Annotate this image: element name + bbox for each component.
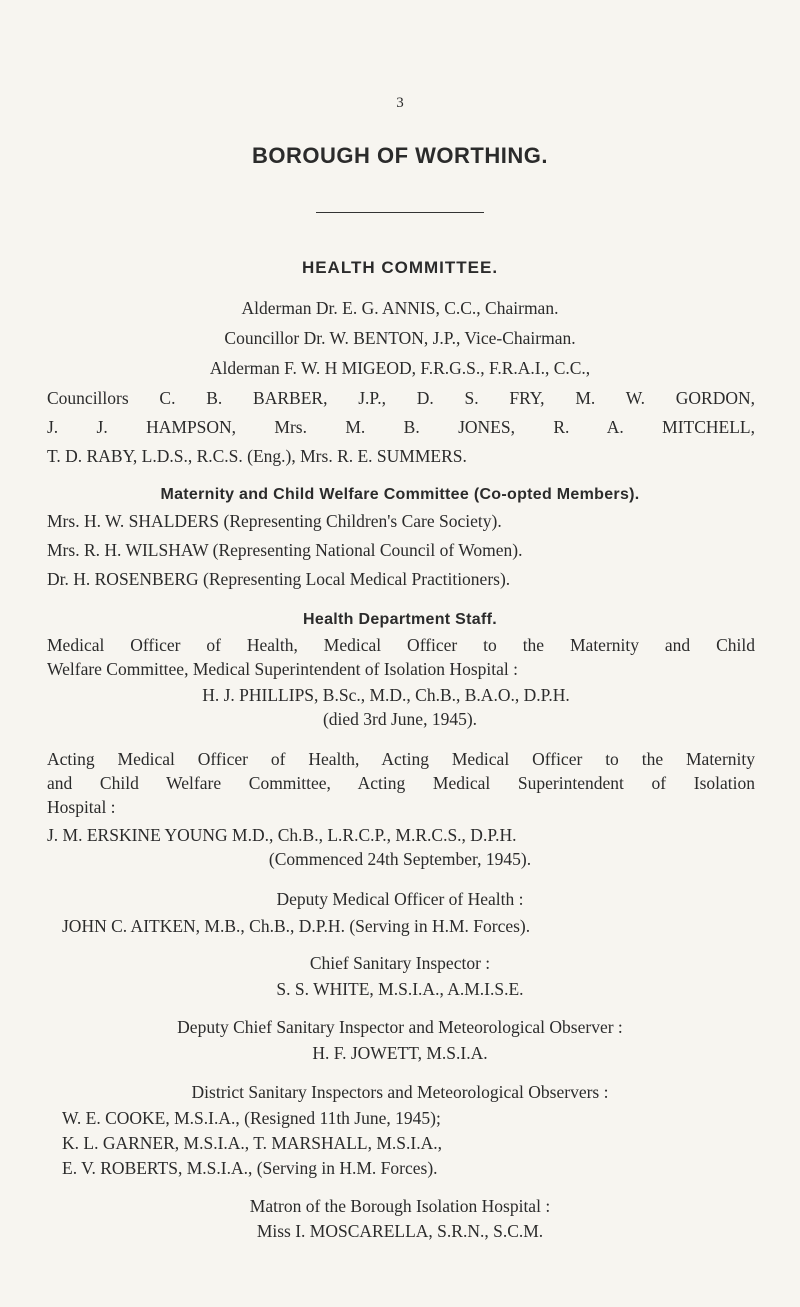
page-title: BOROUGH OF WORTHING. bbox=[252, 143, 548, 168]
committee-line: Alderman F. W. H MIGEOD, F.R.G.S., F.R.A.I., C.C., bbox=[209, 358, 591, 378]
deputy-name: JOHN C. AITKEN, M.B., Ch.B., D.P.H. (Serving in H.M. Forces). bbox=[62, 916, 531, 936]
committee-line: J. J. HAMPSON, Mrs. M. B. JONES, R. A. MITCHELL, bbox=[47, 417, 755, 437]
moh-note: (died 3rd June, 1945). bbox=[322, 709, 478, 729]
staff-heading: Health Department Staff. bbox=[303, 611, 497, 628]
acting-name: J. M. ERSKINE YOUNG M.D., Ch.B., L.R.C.P., M.R.C.S., D.P.H. bbox=[47, 825, 517, 845]
moh-name: H. J. PHILLIPS, B.Sc., M.D., Ch.B., B.A.O., D.P.H. bbox=[202, 685, 570, 705]
dsi-line: W. E. COOKE, M.S.I.A., (Resigned 11th June, 1945); bbox=[62, 1108, 441, 1128]
dsi-line: K. L. GARNER, M.S.I.A., T. MARSHALL, M.S.I.A., bbox=[62, 1133, 443, 1153]
dcsi-name: H. F. JOWETT, M.S.I.A. bbox=[312, 1043, 488, 1063]
health-committee-heading: HEALTH COMMITTEE. bbox=[301, 258, 499, 277]
dcsi-role: Deputy Chief Sanitary Inspector and Meteorological Observer : bbox=[177, 1017, 623, 1037]
maternity-member: Mrs. H. W. SHALDERS (Representing Children's Care Society). bbox=[47, 511, 502, 531]
committee-line: Councillor Dr. W. BENTON, J.P., Vice-Chairman. bbox=[224, 328, 576, 348]
page-number: 3 bbox=[396, 95, 404, 111]
deputy-role: Deputy Medical Officer of Health : bbox=[276, 889, 524, 909]
committee-line: T. D. RABY, L.D.S., R.C.S. (Eng.), Mrs. R. E. SUMMERS. bbox=[47, 446, 467, 466]
committee-line: Alderman Dr. E. G. ANNIS, C.C., Chairman. bbox=[241, 298, 559, 318]
matron-name: Miss I. MOSCARELLA, S.R.N., S.C.M. bbox=[256, 1221, 544, 1241]
acting-role: Hospital : bbox=[47, 797, 116, 817]
committee-line: Councillors C. B. BARBER, J.P., D. S. FRY, M. W. GORDON, bbox=[47, 388, 755, 408]
acting-note: (Commenced 24th September, 1945). bbox=[268, 849, 532, 869]
matron-role: Matron of the Borough Isolation Hospital : bbox=[249, 1196, 551, 1216]
dsi-line: E. V. ROBERTS, M.S.I.A., (Serving in H.M. Forces). bbox=[62, 1158, 438, 1178]
maternity-member: Dr. H. ROSENBERG (Representing Local Medical Practitioners). bbox=[47, 569, 511, 589]
csi-name: S. S. WHITE, M.S.I.A., A.M.I.S.E. bbox=[276, 979, 524, 999]
maternity-heading: Maternity and Child Welfare Committee (Co-opted Members). bbox=[160, 486, 640, 503]
acting-role: and Child Welfare Committee, Acting Medical Superintendent of Isolation bbox=[47, 773, 755, 793]
maternity-member: Mrs. R. H. WILSHAW (Representing National Council of Women). bbox=[47, 540, 523, 560]
acting-role: Acting Medical Officer of Health, Acting Medical Officer to the Maternity bbox=[47, 749, 755, 769]
csi-role: Chief Sanitary Inspector : bbox=[309, 953, 491, 973]
moh-role: Welfare Committee, Medical Superintendent of Isolation Hospital : bbox=[47, 659, 518, 679]
moh-role: Medical Officer of Health, Medical Officer to the Maternity and Child bbox=[47, 635, 755, 655]
divider bbox=[316, 212, 484, 213]
dsi-role: District Sanitary Inspectors and Meteorological Observers : bbox=[191, 1082, 609, 1102]
